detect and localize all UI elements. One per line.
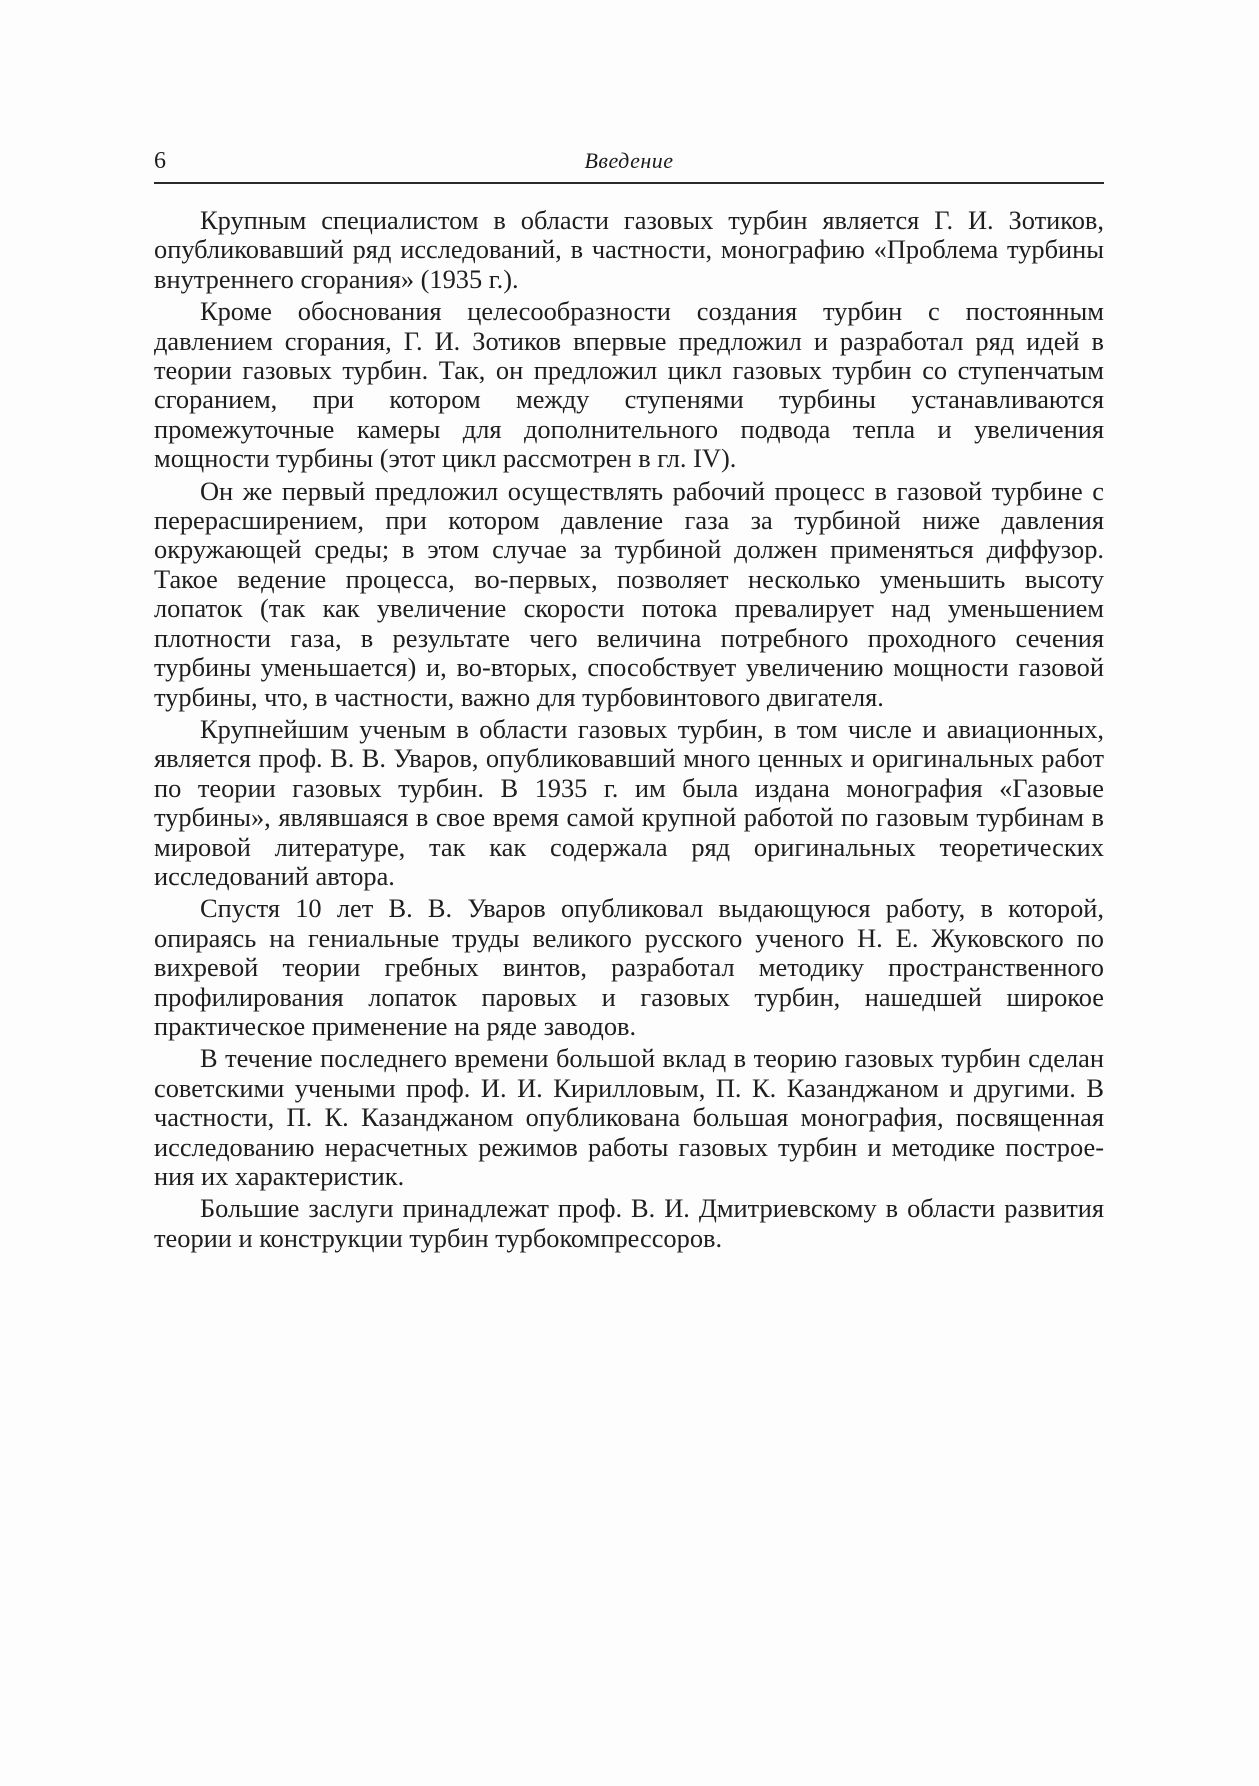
page-header <box>154 146 1104 180</box>
paragraph: Спустя 10 лет В. В. Уваров опубликовал выдающуюся работу, в которой, опираясь на гениальные труды великого русского ученого Н. Е. Жуковского по вихревой теории гребных винтов, разработал методику пространственного профилирования лопаток паровых и газовых турбин, нашедшей широкое практическое применение на ряде заводов. <box>154 893 1104 1041</box>
running-title: Введение <box>584 148 674 173</box>
paragraph: Крупнейшим ученым в области газовых турбин, в том числе и авиационных, является проф. В. В. Уваров, опубликовавший много ценных и оригинальных работ по теории газовых турбин. В 1935 г. им была издана монография «Газовые турбины», являвшаяся в свое время самой крупной работой по газовым турбинам в мировой литературе, так как содержала ряд оригинальных теоретических исследований автора. <box>154 713 1104 891</box>
paragraph: Большие заслуги принадлежат проф. В. И. Дмитриевскому в области развития теории и конструкции турбин турбокомпрессоров. <box>154 1193 1104 1253</box>
paragraph: Он же первый предложил осуществлять рабочий процесс в газовой турбине с перерасширением, при котором давление газа за турбиной ниже давления окружающей среды; в этом случае за турбиной должен применяться диффузор. Такое ведение процесса, во-первых, позволяет несколько уменьшить высоту лопаток (так как увеличение скорости потока превалирует над уменьшением плотности газа, в результате чего величина потребного проходного сечения турбины уменьшается) и, во-вторых, способствует увеличению мощности газовой турбины, что, в частности, важно для турбовинтового двигателя. <box>154 475 1104 712</box>
header-rule <box>154 182 1104 184</box>
page-number: 6 <box>154 148 166 174</box>
paragraph: Кроме обоснования целесообразности создания турбин с постоянным давлением сгорания, Г. И. Зотиков впервые предложил и разработал ряд идей в теории газовых турбин. Так, он предложил цикл газовых турбин со ступенчатым сгоранием, при котором между ступенями турбины устанавливаются промежуточные камеры для дополнительного подвода тепла и увеличения мощности турбины (этот цикл рассмотрен в гл. IV). <box>154 296 1104 474</box>
paragraph: Крупным специалистом в области газовых турбин является Г. И. Зотиков, опубликовавший ряд исследований, в частности, монографию «Проблема турбины внутреннего сгорания» (1935 г.). <box>154 205 1104 294</box>
paragraph: В течение последнего времени большой вклад в теорию газовых турбин сделан советскими учеными проф. И. И. Кирилловым, П. К. Казанджаном и другими. В частности, П. К. Казанджаном опубликована большая монография, посвященная исследованию нерасчетных режимов работы газовых турбин и методике построения их характеристик. <box>154 1043 1104 1191</box>
body-text <box>154 206 1104 1256</box>
